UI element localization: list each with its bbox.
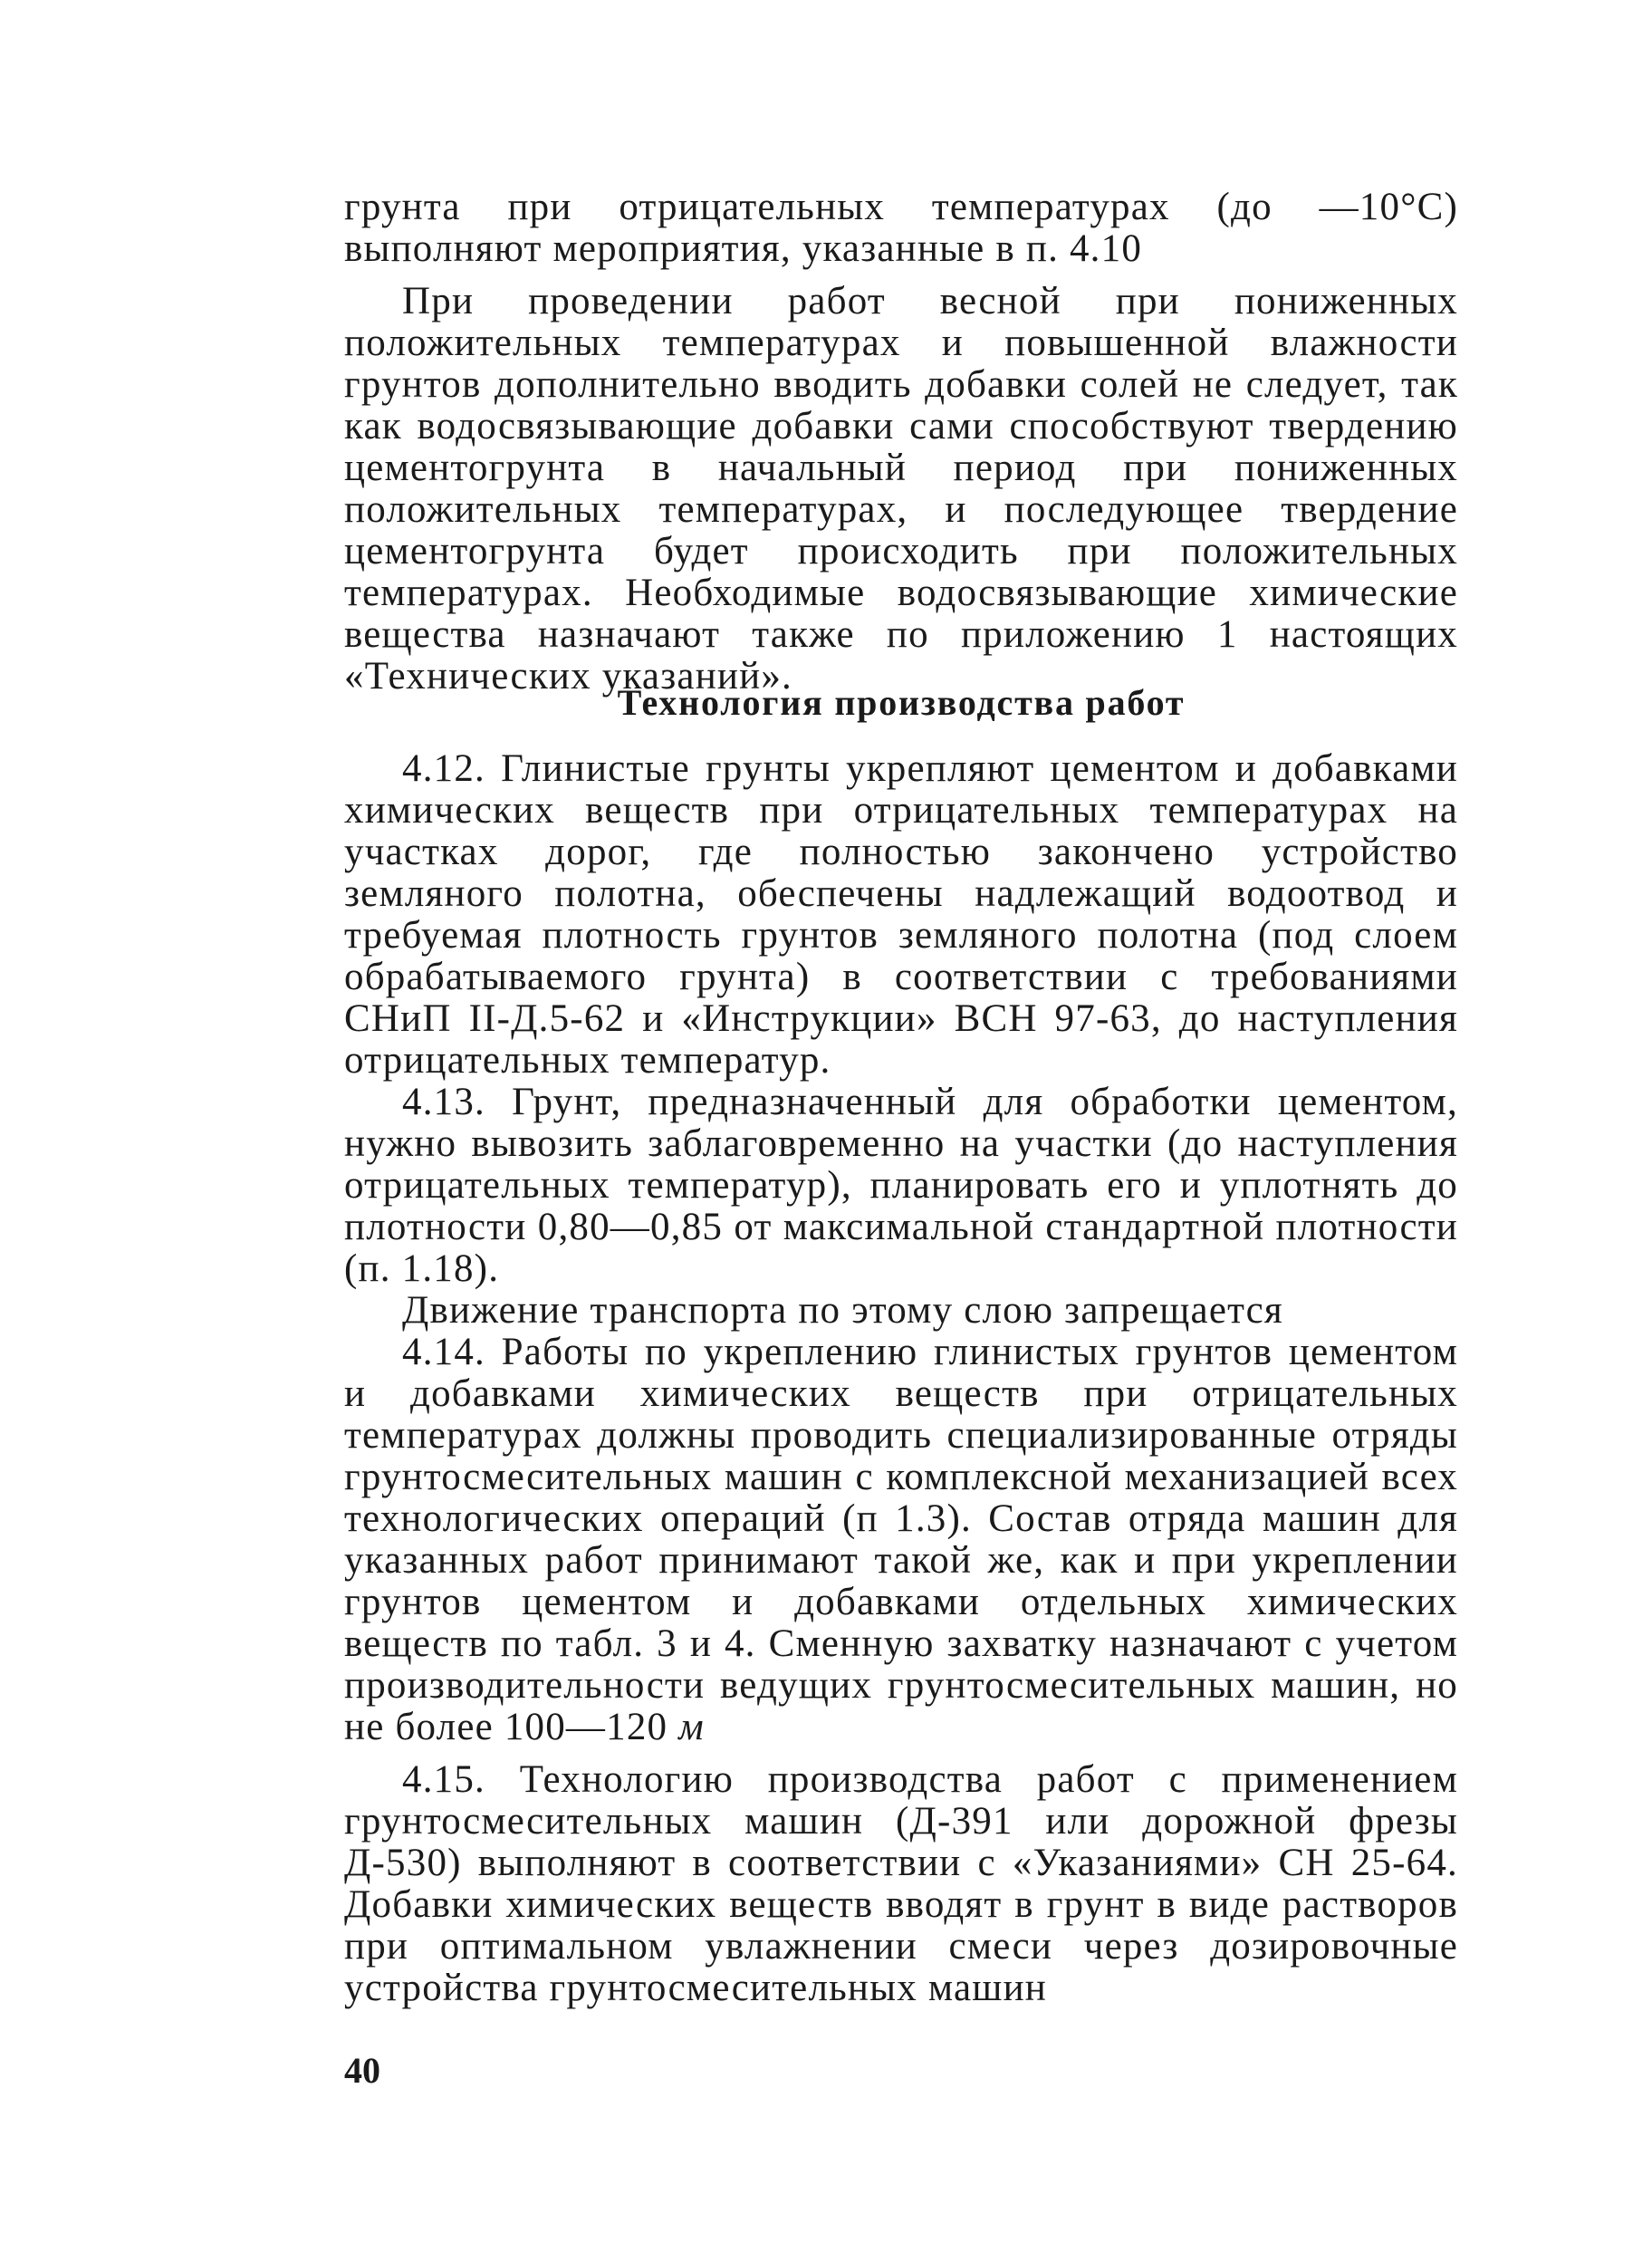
paragraph-4-15: 4.15. Технологию производства работ с применением грунтосмесительных машин (Д-391 или дорожной фрезы Д-530) выполняют в соответствии с «Указаниями» СН 25-64. Добавки химических веществ вводят в грунт в виде растворов при оптимальном увлажнении смеси через дозировочные устройства грунтосмесительных машин xyxy=(344,1758,1458,2009)
paragraph-traffic: Движение транспорта по этому слою запрещается xyxy=(402,1289,1283,1332)
paragraph-4-14-text: 4.14. Работы по укреплению глинистых грунтов цементом и добавками химических веществ при отрицательных температурах должны проводить специализированные отряды грунтосмесительных машин с комплексной механизацией всех технологических операций (п 1.3). Состав отряда машин для указанных работ принимают такой же, как и при укреплении грунтов цементом и добавками отдельных химических веществ по табл. 3 и 4. Сменную захватку назначают с учетом производительности ведущих грунтосмесительных машин, но не более 100—120 xyxy=(344,1331,1458,1748)
section-text xyxy=(344,748,1458,2009)
paragraph-spring-works: При проведении работ весной при пониженных положительных температурах и повышенной влажности грунтов дополнительно вводить добавки солей не следует, так как водосвязывающие добавки сами способствуют твердению цементогрунта в начальный период при пониженных положительных температурах, и последующее твердение цементогрунта будет происходить при положительных температурах. Необходимые водосвязывающие химические вещества назначают также по приложению 1 настоящих «Технических указаний». xyxy=(344,280,1458,698)
paragraph-4-13: 4.13. Грунт, предназначенный для обработки цементом, нужно вывозить заблаговременно на участки (до наступления отрицательных температур), планировать его и уплотнять до плотности 0,80—0,85 от максимальной стандартной плотности (п. 1.18). xyxy=(344,1081,1458,1290)
section-heading: Технология производства работ xyxy=(617,682,1186,723)
paragraph-4-14 xyxy=(344,1332,1458,1748)
paragraph-4-12: 4.12. Глинистые грунты укрепляют цементом и добавками химических веществ при отрицательных температурах на участках дорог, где полностью закончено устройство земляного полотна, обеспечены надлежащий водоотвод и требуемая плотность грунтов земляного полотна (под слоем обрабатываемого грунта) в соответствии с требованиями СНиП II-Д.5-62 и «Инструкции» ВСН 97-63, до наступления отрицательных температур. xyxy=(344,747,1458,1082)
page-number: 40 xyxy=(344,2050,380,2091)
unit-meters: м xyxy=(678,1706,705,1748)
paragraph-continuation: грунта при отрицательных температурах (до —10°С) выполняют мероприятия, указанные в п. 4.10 xyxy=(344,186,1458,270)
intro-text xyxy=(344,187,1458,698)
